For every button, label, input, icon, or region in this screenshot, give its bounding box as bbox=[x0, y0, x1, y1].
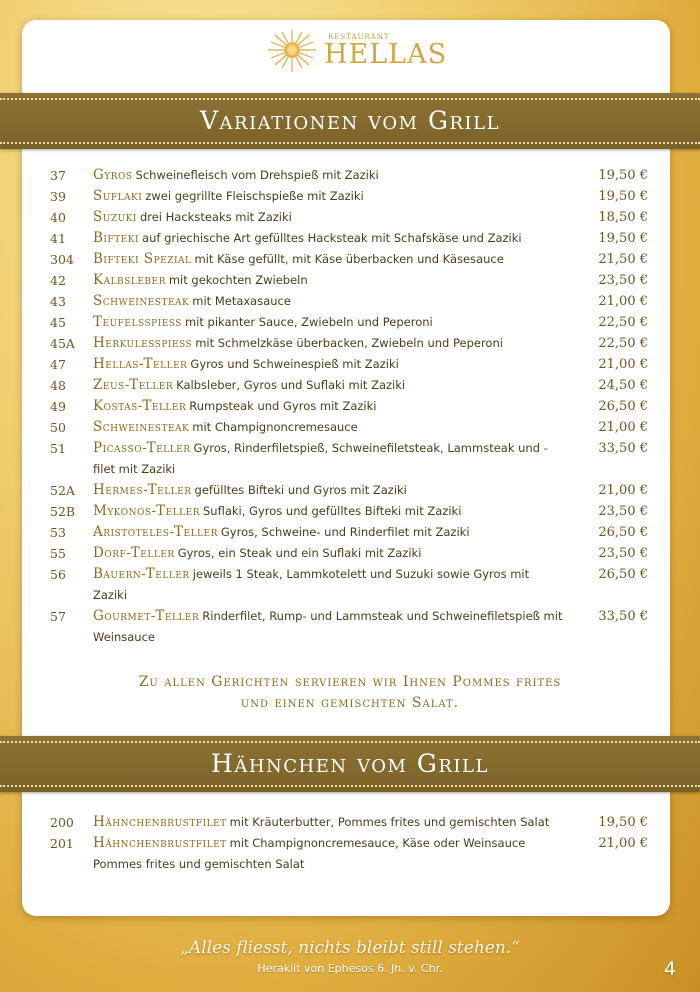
item-description-block bbox=[93, 249, 563, 270]
dish-description: Gyros, ein Steak und ein Suflaki mit Zaziki bbox=[177, 546, 422, 560]
item-price: 33,50 € bbox=[598, 609, 648, 624]
item-price: 18,50 € bbox=[598, 210, 648, 225]
item-price: 26,50 € bbox=[598, 525, 648, 540]
item-number: 51 bbox=[50, 441, 66, 456]
dish-description: gefülltes Bifteki und Gyros mit Zaziki bbox=[194, 483, 407, 497]
item-number: 52B bbox=[50, 504, 76, 519]
item-description-block bbox=[93, 375, 563, 396]
dish-description: drei Hacksteaks mit Zaziki bbox=[139, 210, 292, 224]
item-price: 21,00 € bbox=[598, 836, 648, 851]
dish-name: Hähnchenbrustfilet bbox=[93, 814, 227, 830]
menu-item bbox=[0, 417, 700, 438]
menu-item bbox=[0, 396, 700, 417]
menu-item bbox=[0, 501, 700, 522]
menu-item bbox=[0, 291, 700, 312]
menu-item bbox=[0, 564, 700, 606]
item-number: 41 bbox=[50, 231, 66, 246]
item-description-block bbox=[93, 438, 563, 480]
dish-name: Suzuki bbox=[93, 209, 137, 225]
section-banner-chicken bbox=[0, 736, 700, 792]
menu-item bbox=[0, 354, 700, 375]
item-price: 19,50 € bbox=[598, 231, 648, 246]
menu-item bbox=[0, 207, 700, 228]
dish-description: mit Metaxasauce bbox=[192, 294, 291, 308]
item-price: 33,50 € bbox=[598, 441, 648, 456]
item-price: 22,50 € bbox=[598, 315, 648, 330]
dish-name: Hermes-Teller bbox=[93, 482, 192, 498]
menu-item bbox=[0, 522, 700, 543]
item-description-block bbox=[93, 522, 563, 543]
menu-item bbox=[0, 312, 700, 333]
item-number: 49 bbox=[50, 399, 66, 414]
section-banner-grill bbox=[0, 93, 700, 149]
dish-description: jeweils 1 Steak, Lammkotelett und Suzuki sowie Gyros mit Zaziki bbox=[93, 567, 530, 602]
item-price: 23,50 € bbox=[598, 273, 648, 288]
item-price: 21,00 € bbox=[598, 483, 648, 498]
item-price: 19,50 € bbox=[598, 815, 648, 830]
item-number: 56 bbox=[50, 567, 66, 582]
logo-subtitle: RESTAURANT bbox=[328, 33, 390, 41]
menu-item bbox=[0, 812, 700, 833]
dish-description: Gyros und Schweinespieß mit Zaziki bbox=[190, 357, 399, 371]
dish-name: Dorf-Teller bbox=[93, 545, 175, 561]
dish-name: Kalbsleber bbox=[93, 272, 166, 288]
item-description-block bbox=[93, 354, 563, 375]
item-description-block bbox=[93, 606, 563, 648]
item-number: 53 bbox=[50, 525, 66, 540]
menu-item bbox=[0, 543, 700, 564]
item-description-block bbox=[93, 291, 563, 312]
dish-description: mit pikanter Sauce, Zwiebeln und Peperoni bbox=[184, 315, 433, 329]
dish-name: Suflaki bbox=[93, 188, 143, 204]
menu-item bbox=[0, 249, 700, 270]
item-description-block bbox=[93, 501, 563, 522]
item-price: 23,50 € bbox=[598, 546, 648, 561]
item-price: 21,50 € bbox=[598, 252, 648, 267]
menu-item bbox=[0, 606, 700, 648]
item-description-block bbox=[93, 165, 563, 186]
dish-description: mit gekochten Zwiebeln bbox=[168, 273, 308, 287]
item-number: 304 bbox=[50, 252, 74, 267]
item-number: 43 bbox=[50, 294, 66, 309]
dish-name: Bifteki Spezial bbox=[93, 251, 192, 267]
dish-description: Kalbsleber, Gyros und Suflaki mit Zaziki bbox=[176, 378, 406, 392]
item-price: 24,50 € bbox=[598, 378, 648, 393]
item-price: 19,50 € bbox=[598, 168, 648, 183]
dish-name: Herkulesspiess bbox=[93, 335, 193, 351]
item-number: 45A bbox=[50, 336, 75, 351]
item-description-block bbox=[93, 812, 563, 833]
item-number: 200 bbox=[50, 815, 74, 830]
dish-name: Schweinesteak bbox=[93, 293, 190, 309]
footer-quote-author: Heraklit von Ephesos 6. Jh. v. Chr. bbox=[257, 962, 443, 975]
dish-name: Bifteki bbox=[93, 230, 140, 246]
page-number: 4 bbox=[663, 958, 676, 980]
item-description-block bbox=[93, 228, 563, 249]
item-number: 57 bbox=[50, 609, 66, 624]
item-price: 22,50 € bbox=[598, 336, 648, 351]
item-description-block bbox=[93, 312, 563, 333]
grill-menu-list bbox=[0, 165, 700, 648]
dish-description: mit Champignoncremesauce bbox=[192, 420, 358, 434]
section-title-grill: Variationen vom Grill bbox=[199, 106, 501, 135]
menu-item bbox=[0, 228, 700, 249]
item-number: 55 bbox=[50, 546, 66, 561]
item-description-block bbox=[93, 396, 563, 417]
item-description-block bbox=[93, 186, 563, 207]
side-dish-note bbox=[0, 672, 700, 714]
item-price: 26,50 € bbox=[598, 567, 648, 582]
item-price: 21,00 € bbox=[598, 294, 648, 309]
dish-name: Aristoteles-Teller bbox=[93, 524, 218, 540]
footer-quote: „Alles fliesst, nichts bleibt still stehen.“ bbox=[180, 938, 520, 958]
dish-name: Zeus-Teller bbox=[93, 377, 174, 393]
item-number: 40 bbox=[50, 210, 66, 225]
item-number: 52A bbox=[50, 483, 75, 498]
menu-item bbox=[0, 833, 700, 875]
dish-name: Hellas-Teller bbox=[93, 356, 188, 372]
item-number: 201 bbox=[50, 836, 74, 851]
dish-description: Gyros, Schweine- und Rinderfilet mit Zaziki bbox=[220, 525, 470, 539]
menu-item bbox=[0, 270, 700, 291]
dish-name: Schweinesteak bbox=[93, 419, 190, 435]
item-number: 50 bbox=[50, 420, 66, 435]
item-description-block bbox=[93, 543, 563, 564]
item-description-block bbox=[93, 333, 563, 354]
item-price: 21,00 € bbox=[598, 357, 648, 372]
chicken-menu-list bbox=[0, 812, 700, 875]
item-number: 48 bbox=[50, 378, 66, 393]
dish-name: Mykonos-Teller bbox=[93, 503, 200, 519]
dish-description: mit Kräuterbutter, Pommes frites und gemischten Salat bbox=[229, 815, 550, 829]
item-price: 19,50 € bbox=[598, 189, 648, 204]
dish-description: Gyros, Rinderfiletspieß, Schweinefiletsteak, Lammsteak und -filet mit Zaziki bbox=[93, 441, 548, 476]
item-description-block bbox=[93, 833, 563, 875]
item-number: 39 bbox=[50, 189, 66, 204]
dish-description: Rumpsteak und Gyros mit Zaziki bbox=[189, 399, 377, 413]
menu-item bbox=[0, 375, 700, 396]
dish-description: mit Champignoncremesauce, Käse oder Weinsauce Pommes frites und gemischten Salat bbox=[93, 836, 526, 871]
item-price: 21,00 € bbox=[598, 420, 648, 435]
menu-item bbox=[0, 438, 700, 480]
dish-name: Bauern-Teller bbox=[93, 566, 190, 582]
menu-item bbox=[0, 480, 700, 501]
dish-name: Picasso-Teller bbox=[93, 440, 191, 456]
dish-description: mit Käse gefüllt, mit Käse überbacken und Käsesauce bbox=[194, 252, 504, 266]
item-description-block bbox=[93, 417, 563, 438]
sun-icon bbox=[262, 28, 322, 76]
item-number: 37 bbox=[50, 168, 66, 183]
dish-description: zwei gegrillte Fleischspieße mit Zaziki bbox=[145, 189, 364, 203]
side-dish-note-line2: und einen gemischten Salat. bbox=[240, 695, 460, 711]
item-price: 23,50 € bbox=[598, 504, 648, 519]
dish-description: Schweinefleisch vom Drehspieß mit Zaziki bbox=[135, 168, 379, 182]
dish-description: mit Schmelzkäse überbacken, Zwiebeln und Peperoni bbox=[195, 336, 503, 350]
section-title-chicken: Hähnchen vom Grill bbox=[211, 749, 489, 778]
item-description-block bbox=[93, 270, 563, 291]
dish-name: Teufelsspiess bbox=[93, 314, 182, 330]
dish-name: Gourmet-Teller bbox=[93, 608, 200, 624]
dish-description: auf griechische Art gefülltes Hacksteak mit Schafskäse und Zaziki bbox=[142, 231, 522, 245]
dish-description: Rinderfilet, Rump- und Lammsteak und Schweinefiletspieß mit Weinsauce bbox=[93, 609, 563, 644]
item-number: 47 bbox=[50, 357, 66, 372]
menu-item bbox=[0, 165, 700, 186]
side-dish-note-line1: Zu allen Gerichten servieren wir Ihnen Pommes frites bbox=[138, 674, 562, 690]
item-number: 42 bbox=[50, 273, 66, 288]
item-description-block bbox=[93, 480, 563, 501]
item-price: 26,50 € bbox=[598, 399, 648, 414]
menu-item bbox=[0, 186, 700, 207]
item-description-block bbox=[93, 207, 563, 228]
menu-item bbox=[0, 333, 700, 354]
dish-name: Hähnchenbrustfilet bbox=[93, 835, 227, 851]
item-description-block bbox=[93, 564, 563, 606]
dish-name: Kostas-Teller bbox=[93, 398, 187, 414]
item-number: 45 bbox=[50, 315, 66, 330]
dish-name: Gyros bbox=[93, 167, 133, 183]
dish-description: Suflaki, Gyros und gefülltes Bifteki mit Zaziki bbox=[203, 504, 462, 518]
restaurant-logo bbox=[262, 28, 448, 76]
logo-name: HELLAS bbox=[324, 39, 448, 70]
